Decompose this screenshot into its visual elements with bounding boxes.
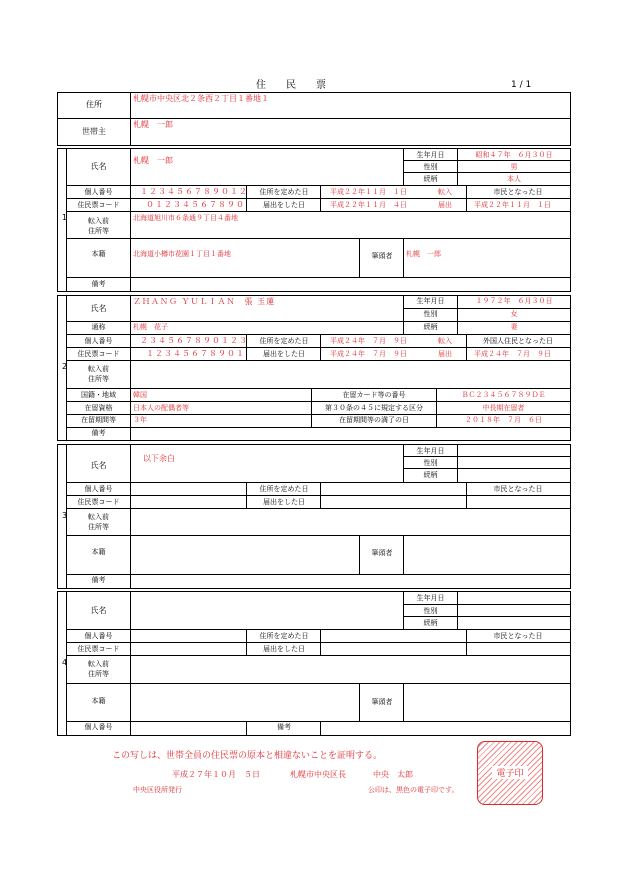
p1-citizen-label: 市民となった日 bbox=[493, 188, 543, 196]
p4-relation-label: 続柄 bbox=[423, 619, 438, 627]
p4-citizen-label: 市民となった日 bbox=[493, 632, 543, 640]
p2-alias-label: 通称 bbox=[91, 323, 106, 331]
p3-kojin-label: 個人番号 bbox=[84, 485, 113, 493]
rule bbox=[570, 148, 571, 292]
rule bbox=[320, 334, 321, 361]
rule bbox=[66, 629, 571, 630]
person-4-number: 4 bbox=[62, 658, 68, 667]
rule bbox=[57, 295, 571, 296]
rule bbox=[66, 427, 571, 428]
p2-foreign-label: 外国人住民となった日 bbox=[483, 337, 553, 345]
p2-sex-label: 性別 bbox=[423, 310, 438, 318]
rule bbox=[457, 591, 458, 630]
rule bbox=[570, 591, 571, 736]
p1-settled: 平成２２年１１月 １日 bbox=[330, 188, 407, 196]
p2-settled: 平成２４年 ７月 ９日 bbox=[330, 337, 407, 345]
rule bbox=[246, 482, 247, 509]
mayor-title: 札幌市中央区長 bbox=[290, 770, 346, 779]
rule bbox=[457, 444, 458, 483]
rule bbox=[66, 642, 571, 643]
p4-code-label: 住民票コード bbox=[77, 645, 120, 653]
p2-name-label: 氏名 bbox=[90, 304, 107, 313]
p2-sex: 女 bbox=[510, 310, 518, 318]
rule bbox=[320, 482, 321, 509]
p2-card-label: 在留カード等の番号 bbox=[342, 391, 406, 399]
p4-sex-label: 性別 bbox=[423, 607, 438, 615]
p4-biko-label: 備考 bbox=[277, 723, 291, 731]
p2-dob-label: 生年月日 bbox=[416, 297, 445, 305]
p2-settled-label: 住所を定めた日 bbox=[259, 337, 309, 345]
rule bbox=[359, 683, 360, 722]
rule bbox=[57, 591, 571, 592]
rule bbox=[403, 616, 571, 617]
rule bbox=[66, 495, 571, 496]
p2-dob: １９７２年 ６月３０日 bbox=[475, 297, 553, 305]
p2-status: 日本人の配偶者等 bbox=[133, 404, 189, 412]
rule bbox=[403, 683, 404, 722]
p1-kojin: １２３４５６７８９０１２ bbox=[140, 187, 248, 196]
p1-honseki-label: 本籍 bbox=[91, 250, 106, 258]
rule bbox=[66, 482, 571, 483]
p4-hittousha-label: 筆頭者 bbox=[371, 698, 393, 706]
p2-period: ３年 bbox=[133, 416, 147, 424]
p1-citizen-date: 平成２２年１１月 １日 bbox=[474, 201, 551, 209]
person-2-number: 2 bbox=[62, 362, 68, 371]
p4-settled-label: 住所を定めた日 bbox=[259, 632, 309, 640]
p1-honseki: 北海道小樽市花園１丁目１番地 bbox=[133, 250, 231, 258]
rule bbox=[66, 721, 571, 722]
rule bbox=[66, 198, 571, 199]
p4-filed-label: 届出をした日 bbox=[263, 645, 305, 653]
electronic-seal-stamp bbox=[477, 741, 543, 805]
rule bbox=[66, 414, 571, 415]
rule bbox=[66, 401, 571, 402]
p3-hittousha-label: 筆頭者 bbox=[371, 549, 393, 557]
p2-period-end-label: 在留期間等の満了の日 bbox=[339, 416, 409, 424]
rule bbox=[57, 295, 58, 441]
rule bbox=[130, 295, 131, 441]
rule bbox=[130, 444, 131, 589]
rule bbox=[66, 508, 571, 509]
p2-relation-label: 続柄 bbox=[423, 323, 438, 331]
p1-biko-label: 備考 bbox=[91, 280, 106, 288]
p2-kojin: ２３４５６７８９０１２３ bbox=[140, 336, 248, 345]
p3-relation-label: 続柄 bbox=[423, 471, 438, 479]
p1-moved-from: 北海道旭川市６条通９丁目４番地 bbox=[133, 214, 238, 222]
issue-date: 平成２７年１０月 ５日 bbox=[172, 770, 260, 779]
rule bbox=[403, 308, 571, 309]
rule bbox=[66, 574, 571, 575]
household-head-label: 世帯主 bbox=[82, 127, 106, 136]
p2-kojin-label: 個人番号 bbox=[84, 337, 113, 345]
document-title: 住 民 票 bbox=[256, 80, 326, 91]
rule bbox=[130, 591, 131, 736]
p3-honseki-label: 本籍 bbox=[91, 548, 106, 556]
p2-filed: 平成２４年 ７月 ９日 bbox=[330, 350, 407, 358]
address-label: 住所 bbox=[86, 100, 102, 109]
p1-filed-kind: 届出 bbox=[438, 201, 452, 209]
p2-filed-label: 届出をした日 bbox=[263, 350, 305, 358]
rule bbox=[66, 655, 571, 656]
rule bbox=[403, 456, 571, 457]
rule bbox=[130, 148, 131, 292]
p4-honseki-label: 本籍 bbox=[91, 697, 106, 705]
person-1-number: 1 bbox=[62, 213, 68, 222]
p4-kojin2-label: 個人番号 bbox=[84, 723, 113, 731]
p1-kojin-label: 個人番号 bbox=[84, 188, 113, 196]
rule bbox=[66, 535, 571, 536]
rule bbox=[66, 683, 571, 684]
rule bbox=[66, 360, 571, 361]
rule bbox=[570, 444, 571, 589]
rule bbox=[66, 347, 571, 348]
p2-sec30: 中長期在留者 bbox=[482, 404, 525, 412]
rule bbox=[403, 535, 404, 575]
p4-name-label: 氏名 bbox=[90, 606, 107, 615]
p2-code: １２３４５６７８９０１ bbox=[146, 349, 245, 358]
p1-relation: 本人 bbox=[507, 175, 521, 183]
rule bbox=[57, 148, 58, 292]
p1-hittousha: 札幌 一郎 bbox=[406, 250, 441, 258]
rule bbox=[320, 721, 321, 736]
p3-sex-label: 性別 bbox=[423, 459, 438, 467]
rule bbox=[403, 468, 571, 469]
certification-text: この写しは、世帯全員の住民票の原本と相違ないことを証明する。 bbox=[112, 751, 383, 761]
rule bbox=[246, 721, 247, 736]
rule bbox=[57, 291, 571, 292]
p2-period-end: ２０１８年 ７月 ６日 bbox=[465, 416, 542, 424]
p2-sec30-label: 第３０条の４５に規定する区分 bbox=[325, 404, 423, 412]
p2-foreign-date: 平成２４年 ７月 ９日 bbox=[474, 350, 551, 358]
p2-filed-kind: 届出 bbox=[438, 350, 452, 358]
p2-status-label: 在留資格 bbox=[84, 404, 113, 412]
rule bbox=[320, 629, 321, 656]
p1-code-label: 住民票コード bbox=[77, 201, 120, 209]
rule bbox=[66, 334, 571, 335]
p2-alias: 札幌 花子 bbox=[133, 323, 168, 331]
p3-name-label: 氏名 bbox=[90, 461, 107, 470]
rule bbox=[66, 185, 571, 186]
p3-name: 以下余白 bbox=[143, 454, 175, 463]
p2-relation: 妻 bbox=[510, 323, 518, 331]
p1-sex-label: 性別 bbox=[423, 163, 438, 171]
page-number: 1 / 1 bbox=[511, 80, 532, 90]
p3-citizen-label: 市民となった日 bbox=[493, 485, 543, 493]
seal-note: 公印は、黒色の電子印です。 bbox=[368, 786, 459, 794]
rule bbox=[359, 238, 360, 278]
p3-code-label: 住民票コード bbox=[77, 498, 120, 506]
rule bbox=[320, 185, 321, 212]
p1-relation-label: 続柄 bbox=[423, 175, 438, 183]
rule bbox=[57, 440, 571, 441]
rule bbox=[66, 238, 571, 239]
p1-hittousha-label: 筆頭者 bbox=[371, 252, 393, 260]
p3-dob-label: 生年月日 bbox=[416, 447, 445, 455]
p4-moved-from-label: 転入前 住所等 bbox=[88, 660, 109, 678]
rule bbox=[57, 588, 571, 589]
rule bbox=[403, 604, 571, 605]
person-3-number: 3 bbox=[62, 511, 68, 520]
rule bbox=[57, 444, 571, 445]
rule bbox=[403, 172, 571, 173]
p1-filed: 平成２２年１１月 ４日 bbox=[330, 201, 407, 209]
rule bbox=[403, 238, 404, 278]
p3-settled-label: 住所を定めた日 bbox=[259, 485, 309, 493]
p2-settled-kind: 転入 bbox=[438, 337, 452, 345]
p2-biko-label: 備考 bbox=[91, 429, 106, 437]
p1-name-label: 氏名 bbox=[90, 162, 107, 171]
rule bbox=[359, 535, 360, 575]
p1-moved-from-label: 転入前 住所等 bbox=[88, 217, 109, 235]
rule bbox=[66, 388, 571, 389]
p1-dob-label: 生年月日 bbox=[416, 151, 445, 159]
seal-text: 電子印 bbox=[492, 766, 528, 779]
p1-filed-label: 届出をした日 bbox=[263, 201, 305, 209]
p1-code: ０１２３４５６７８９０ bbox=[146, 200, 245, 209]
rule bbox=[66, 321, 571, 322]
address-value: 札幌市中央区北２条西２丁目１番地１ bbox=[133, 94, 269, 103]
rule bbox=[57, 591, 58, 736]
p1-dob: 昭和４７年 ６月３０日 bbox=[475, 151, 553, 159]
p2-moved-from-label: 転入前 住所等 bbox=[88, 365, 109, 383]
mayor-name: 中央 太郎 bbox=[373, 770, 413, 779]
rule bbox=[57, 148, 571, 149]
p2-period-label: 在留期間等 bbox=[81, 416, 116, 424]
p3-moved-from-label: 転入前 住所等 bbox=[88, 513, 109, 531]
p4-dob-label: 生年月日 bbox=[416, 594, 445, 602]
rule bbox=[57, 735, 571, 736]
p2-name: ＺＨＡＮＧ ＹＵＬＩＡＮ 張 玉蓮 bbox=[133, 297, 276, 306]
p2-code-label: 住民票コード bbox=[77, 350, 120, 358]
rule bbox=[66, 211, 571, 212]
issuing-office: 中央区役所発行 bbox=[133, 786, 182, 794]
p1-sex: 男 bbox=[510, 163, 518, 171]
rule bbox=[66, 277, 571, 278]
p3-biko-label: 備考 bbox=[91, 576, 106, 584]
p4-kojin-label: 個人番号 bbox=[84, 632, 113, 640]
p3-filed-label: 届出をした日 bbox=[263, 498, 305, 506]
rule bbox=[57, 444, 58, 589]
p1-name: 札幌 一郎 bbox=[133, 156, 173, 165]
p2-nationality: 韓国 bbox=[133, 391, 147, 399]
p2-nationality-label: 国籍・地域 bbox=[81, 391, 116, 399]
p1-settled-kind: 転入 bbox=[438, 188, 452, 196]
p2-card-no: ＢＣ２３４５６７８９ＤＥ bbox=[461, 391, 546, 399]
p1-settled-label: 住所を定めた日 bbox=[259, 188, 309, 196]
rule bbox=[246, 629, 247, 656]
household-head-value: 札幌 一郎 bbox=[133, 120, 173, 129]
rule bbox=[570, 295, 571, 441]
rule bbox=[403, 160, 571, 161]
